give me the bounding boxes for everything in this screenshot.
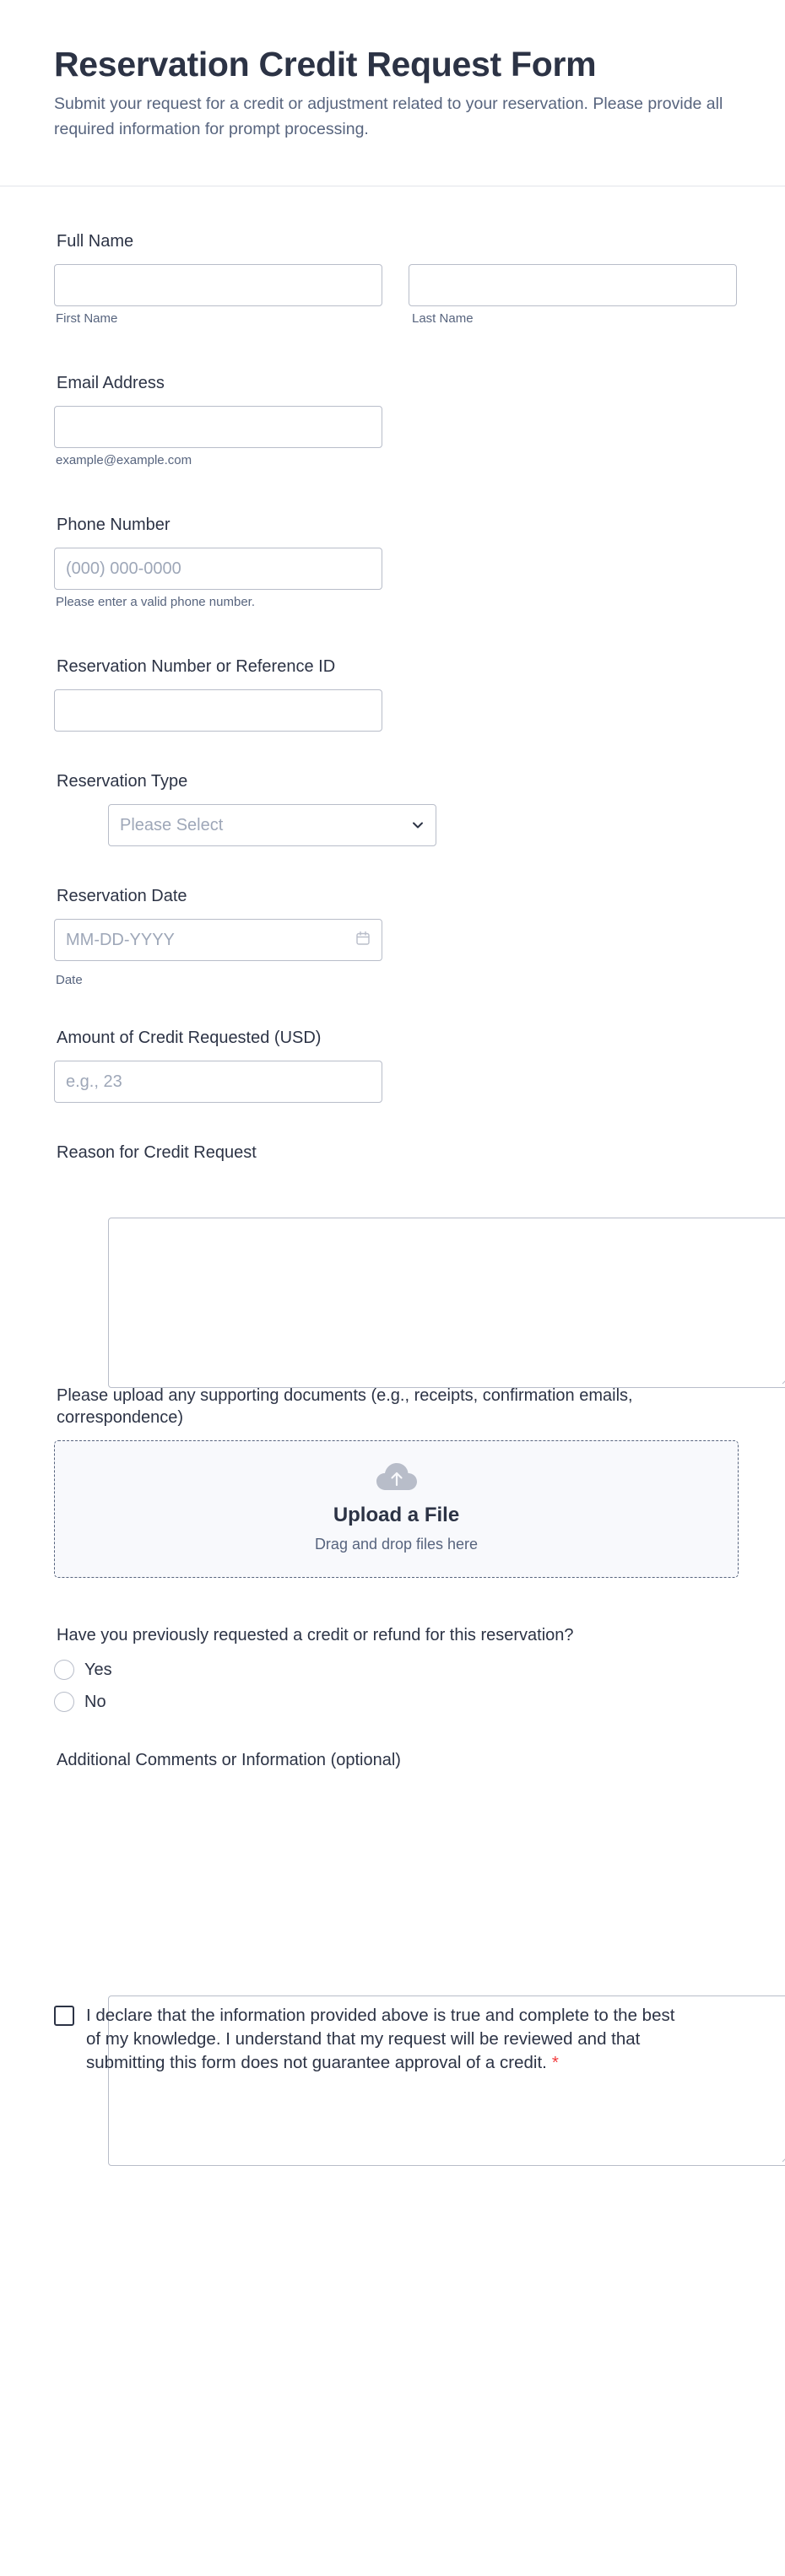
cloud-upload-icon [376,1461,418,1492]
radio-no[interactable] [54,1692,74,1712]
upload-title: Upload a File [333,1504,460,1526]
reason-textarea[interactable] [108,1218,785,1388]
page-title: Reservation Credit Request Form [54,45,597,84]
upload-subtitle: Drag and drop files here [314,1536,479,1553]
form-body [0,186,785,2576]
last-name-sublabel: Last Name [412,311,474,326]
resize-grip-icon[interactable] [781,1376,785,1385]
reservation-type-label: Reservation Type [57,772,188,791]
reservation-date-label: Reservation Date [57,887,187,905]
reservation-date-wrapper [54,919,382,961]
form-header [0,0,785,186]
first-name-sublabel: First Name [56,311,118,326]
comments-label: Additional Comments or Information (optional) [57,1751,401,1769]
email-input[interactable] [54,406,382,448]
radio-no-label: No [84,1692,106,1711]
reservation-type-select[interactable] [108,804,436,846]
amount-label: Amount of Credit Requested (USD) [57,1029,322,1047]
previous-request-options [54,1654,112,1718]
email-label: Email Address [57,374,165,392]
radio-yes-label: Yes [84,1660,112,1679]
radio-option-no[interactable] [54,1686,112,1718]
upload-label: Please upload any supporting documents (e.g., receipts, confirmation emails, correspondence) [57,1386,633,1427]
previous-request-label: Have you previously requested a credit or refund for this reservation? [57,1626,574,1644]
radio-option-yes[interactable] [54,1654,112,1686]
phone-sublabel: Please enter a valid phone number. [56,595,255,609]
chevron-down-icon [412,819,424,831]
required-asterisk: * [551,2053,559,2072]
resize-grip-icon[interactable] [781,2154,785,2163]
reservation-type-selected: Please Select [120,815,224,834]
reservation-date-sublabel: Date [56,973,83,987]
first-name-input[interactable] [54,264,382,306]
declaration-body: I declare that the information provided above is true and complete to the best of my knowledge. I understand that my request will be reviewed and that submitting this form does not guarantee approval of a credit. [86,2006,675,2072]
calendar-icon[interactable] [355,931,371,946]
phone-label: Phone Number [57,516,171,534]
reservation-date-input[interactable] [54,919,382,961]
last-name-input[interactable] [409,264,737,306]
declaration-text [86,2004,677,2075]
declaration-row [54,2004,677,2075]
email-sublabel: example@example.com [56,453,192,467]
declaration-checkbox[interactable] [54,2006,74,2026]
radio-yes[interactable] [54,1660,74,1680]
reservation-number-label: Reservation Number or Reference ID [57,657,336,676]
full-name-label: Full Name [57,232,134,251]
file-upload-dropzone[interactable] [54,1440,739,1578]
reservation-number-input[interactable] [54,689,382,732]
reason-label: Reason for Credit Request [57,1143,257,1162]
phone-input[interactable] [54,548,382,590]
page-subtitle: Submit your request for a credit or adjustment related to your reservation. Please provide all required information for prompt processing. [54,95,723,138]
amount-input[interactable] [54,1061,382,1103]
